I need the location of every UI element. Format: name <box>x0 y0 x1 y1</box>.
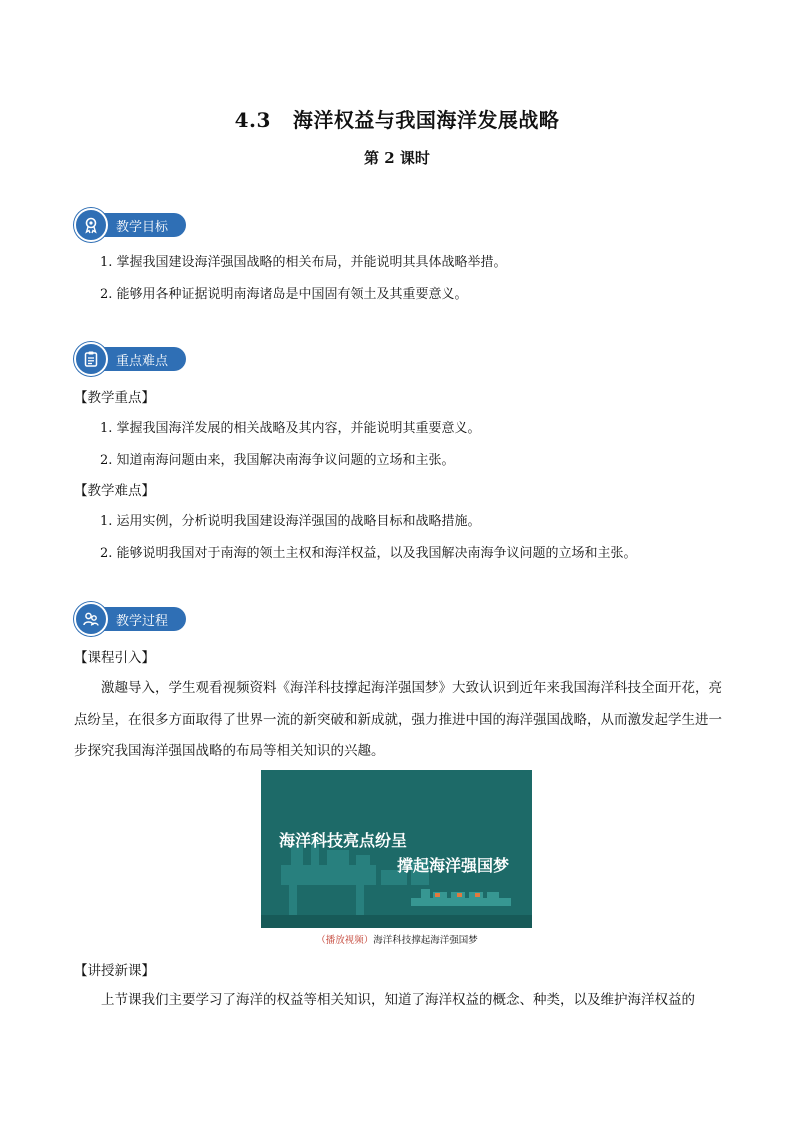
section-badge-key-points <box>74 344 186 374</box>
lesson-subtitle: 第 2 课时 <box>364 149 430 167</box>
video-title-line-1: 海洋科技亮点纷呈 <box>279 831 408 850</box>
section-label-key-points: 重点难点 <box>96 347 186 371</box>
objective-item-2: 2. 能够用各种证据说明南海诸岛是中国固有领土及其重要意义。 <box>100 287 468 302</box>
section-badge-process <box>74 604 186 634</box>
intro-text: 激趣导入，学生观看视频资料《海洋科技撑起海洋强国梦》大致认识到近年来我国海洋科技全面开花，亮点纷呈，在很多方面取得了世界一流的新突破和新成就，强力推进中国的海洋强国战略，从而激发起学生进一步探究我国海洋强国战略的布局等相关知识的兴趣。 <box>74 680 722 759</box>
video-thumbnail[interactable] <box>261 770 532 928</box>
objective-item-1: 1. 掌握我国建设海洋强国战略的相关布局，并能说明其具体战略举措。 <box>100 255 507 270</box>
video-title-line-2: 撑起海洋强国梦 <box>397 856 510 875</box>
award-ribbon-icon <box>74 208 108 242</box>
people-group-icon <box>74 602 108 636</box>
section-badge-objectives <box>74 210 186 240</box>
section-label-objectives: 教学目标 <box>96 213 186 237</box>
section-label-process: 教学过程 <box>96 607 186 631</box>
new-lesson-paragraph <box>74 985 724 1017</box>
video-caption <box>0 932 794 946</box>
video-caption-prefix: （播放视频） <box>316 935 374 946</box>
intro-paragraph <box>74 673 724 768</box>
clipboard-list-icon <box>74 342 108 376</box>
intro-heading: 【课程引入】 <box>74 650 155 666</box>
page-title <box>0 104 794 133</box>
focus-heading: 【教学重点】 <box>74 390 155 406</box>
difficulty-item-2: 2. 能够说明我国对于南海的领土主权和海洋权益，以及我国解决南海争议问题的立场和主张。 <box>100 546 637 561</box>
focus-item-2: 2. 知道南海问题由来，我国解决南海争议问题的立场和主张。 <box>100 453 455 468</box>
lesson-title: 海洋权益与我国海洋发展战略 <box>292 108 560 132</box>
focus-item-1: 1. 掌握我国海洋发展的相关战略及其内容，并能说明其重要意义。 <box>100 421 481 436</box>
new-lesson-text: 上节课我们主要学习了海洋的权益等相关知识，知道了海洋权益的概念、种类，以及维护海洋权益的 <box>101 992 695 1008</box>
lesson-number: 4.3 <box>234 108 271 132</box>
difficulty-item-1: 1. 运用实例，分析说明我国建设海洋强国的战略目标和战略措施。 <box>100 514 481 529</box>
difficulty-heading: 【教学难点】 <box>74 483 155 499</box>
new-lesson-heading: 【讲授新课】 <box>74 963 155 979</box>
video-caption-text: 海洋科技撑起海洋强国梦 <box>373 935 478 946</box>
